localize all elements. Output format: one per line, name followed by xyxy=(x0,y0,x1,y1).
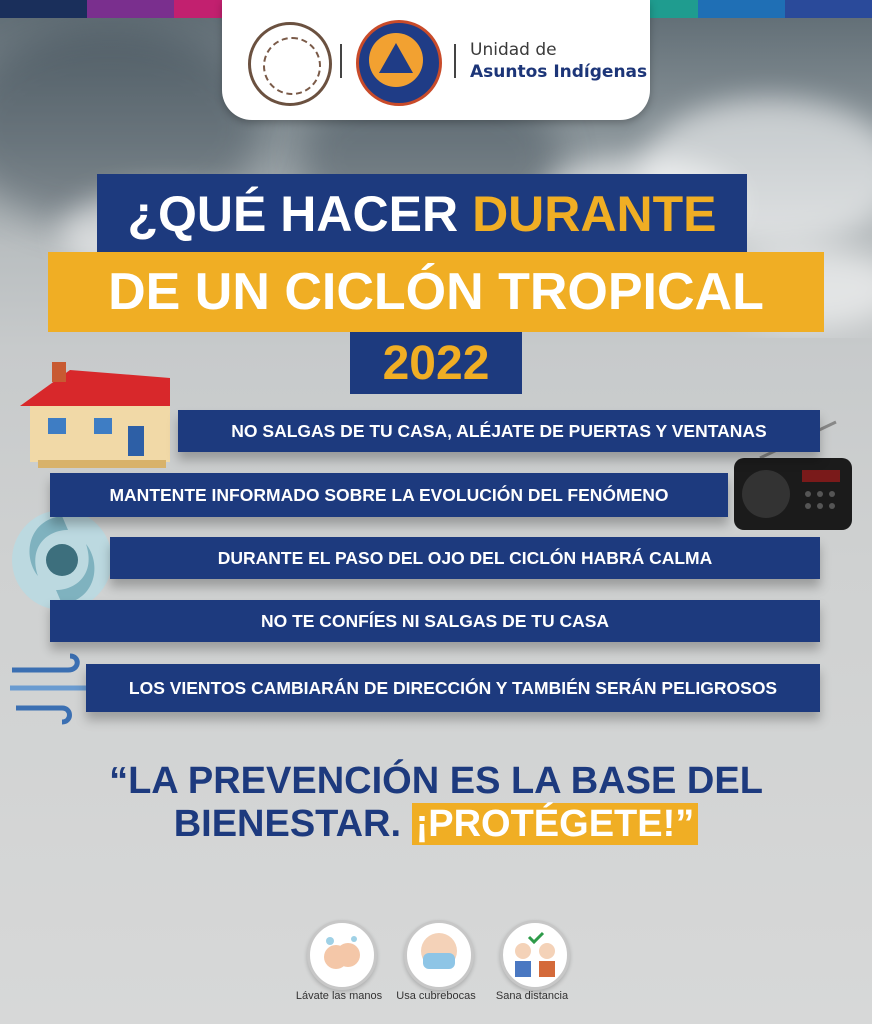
tip-stay-home: NO SALGAS DE TU CASA, ALÉJATE DE PUERTAS Y VENTANAS xyxy=(178,410,820,452)
handwash-icon xyxy=(307,920,377,990)
hurricane-icon xyxy=(8,506,116,614)
tip-eye-calm: DURANTE EL PASO DEL OJO DEL CICLÓN HABRÁ CALMA xyxy=(110,537,820,579)
prevention-quote xyxy=(60,760,812,846)
title-year: 2022 xyxy=(350,332,522,394)
quote-line2 xyxy=(60,803,812,846)
badge-label-distance: Sana distancia xyxy=(495,990,569,1002)
badge-label-handwash: Lávate las manos xyxy=(295,990,383,1002)
title-line2: DE UN CICLÓN TROPICAL xyxy=(48,252,824,332)
title-line1 xyxy=(97,174,747,254)
distance-icon xyxy=(500,920,570,990)
tip-stay-informed: MANTENTE INFORMADO SOBRE LA EVOLUCIÓN DEL FENÓMENO xyxy=(50,473,728,517)
unit-name-line1: Unidad de xyxy=(470,40,557,60)
title-line1-b: DURANTE xyxy=(472,186,717,242)
badge-label-mask: Usa cubrebocas xyxy=(396,990,476,1002)
civil-protection-seal-icon xyxy=(356,20,442,106)
title-line1-a: ¿QUÉ HACER xyxy=(127,186,459,242)
house-icon xyxy=(10,356,180,474)
unit-name-line2: Asuntos Indígenas xyxy=(470,62,648,82)
tip-winds-change: LOS VIENTOS CAMBIARÁN DE DIRECCIÓN Y TAMBIÉN SERÁN PELIGROSOS xyxy=(86,664,820,712)
quote-line2-a: BIENESTAR. xyxy=(173,803,402,845)
header-bar xyxy=(222,0,650,120)
mask-icon xyxy=(404,920,474,990)
tip-dont-trust: NO TE CONFÍES NI SALGAS DE TU CASA xyxy=(50,600,820,642)
quote-line1: “LA PREVENCIÓN ES LA BASE DEL xyxy=(109,760,763,802)
quote-line2-b: ¡PROTÉGETE!” xyxy=(412,803,699,845)
wind-icon xyxy=(6,650,96,726)
divider xyxy=(340,44,342,78)
divider xyxy=(454,44,456,78)
indigenous-seal-icon xyxy=(248,22,332,106)
